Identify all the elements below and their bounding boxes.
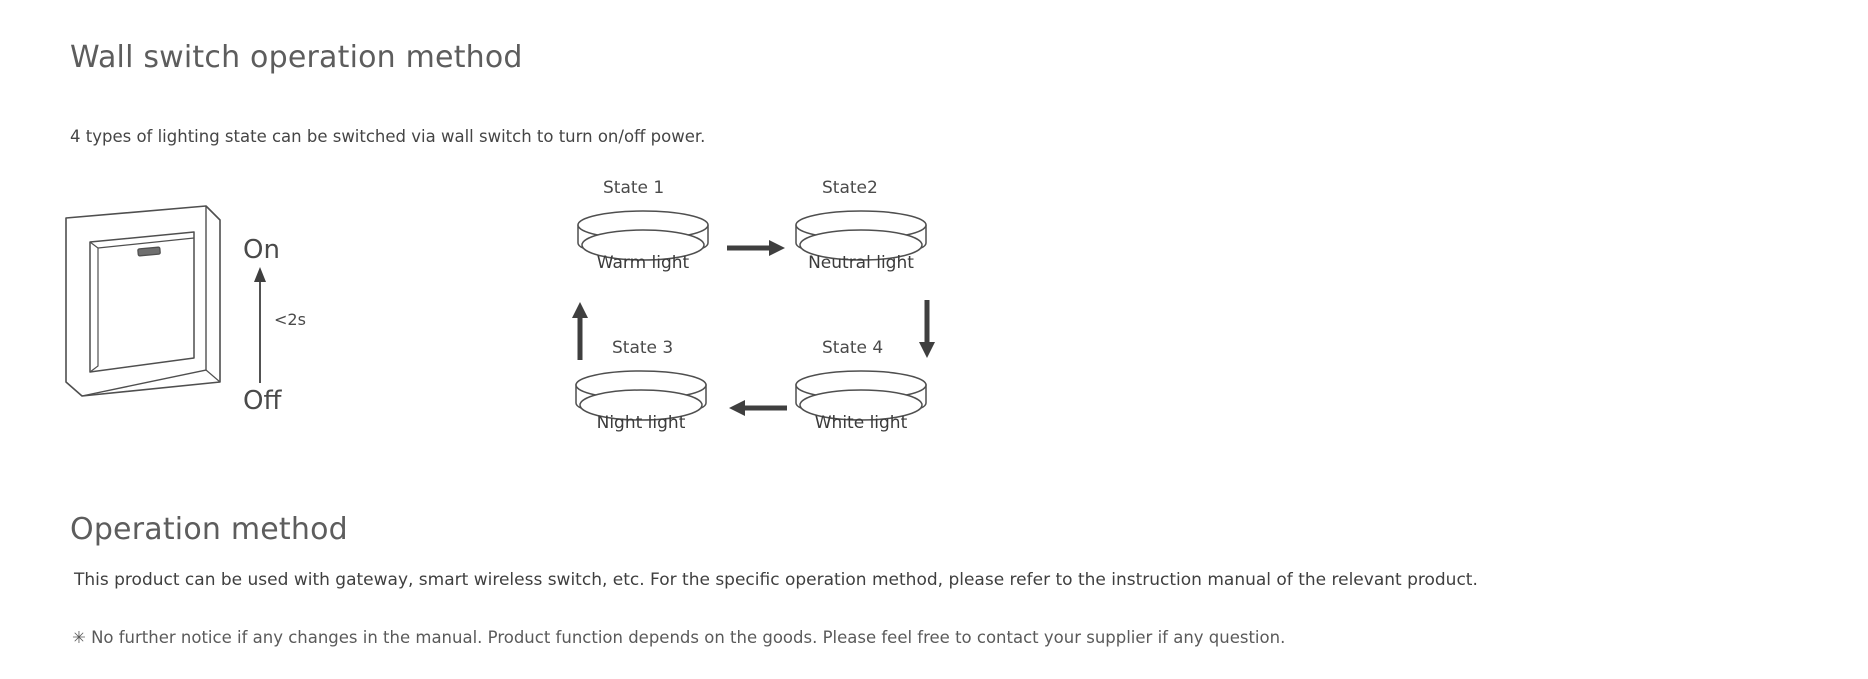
lamp-state-3	[566, 363, 716, 443]
lamp-label-1: Warm light	[596, 253, 690, 273]
switch-off-label: Off	[243, 386, 282, 416]
state-label-2: State2	[822, 178, 878, 198]
lamp-state-4	[786, 363, 936, 443]
lamp-label-4: White light	[814, 413, 908, 433]
arrow-left-icon	[727, 396, 787, 420]
switch-duration-label: <2s	[274, 310, 306, 329]
lamp-label-3: Night light	[596, 413, 686, 433]
arrow-right-icon	[727, 236, 787, 260]
wall-switch-intro-text: 4 types of lighting state can be switched via wall switch to turn on/off power.	[70, 127, 706, 146]
state-label-3: State 3	[612, 338, 674, 358]
arrow-up-icon	[568, 300, 592, 360]
operation-section-title: Operation method	[70, 512, 348, 547]
state-label-4: State 4	[822, 338, 884, 358]
lamp-label-2: Neutral light	[808, 253, 914, 273]
switch-up-arrow-icon	[248, 265, 272, 385]
operation-body-text: This product can be used with gateway, smart wireless switch, etc. For the specific operation method, please refer to the instruction manual of the relevant product.	[74, 570, 1478, 590]
arrow-down-icon	[915, 300, 939, 360]
switch-on-label: On	[243, 235, 280, 265]
operation-footnote: ✳ No further notice if any changes in the manual. Product function depends on the goods. Please feel free to contact your supplier if any question.	[72, 628, 1286, 647]
state-label-1: State 1	[603, 178, 665, 198]
lamp-state-1	[568, 203, 718, 283]
wall-switch-section-title: Wall switch operation method	[70, 40, 523, 75]
lamp-state-2	[786, 203, 936, 283]
